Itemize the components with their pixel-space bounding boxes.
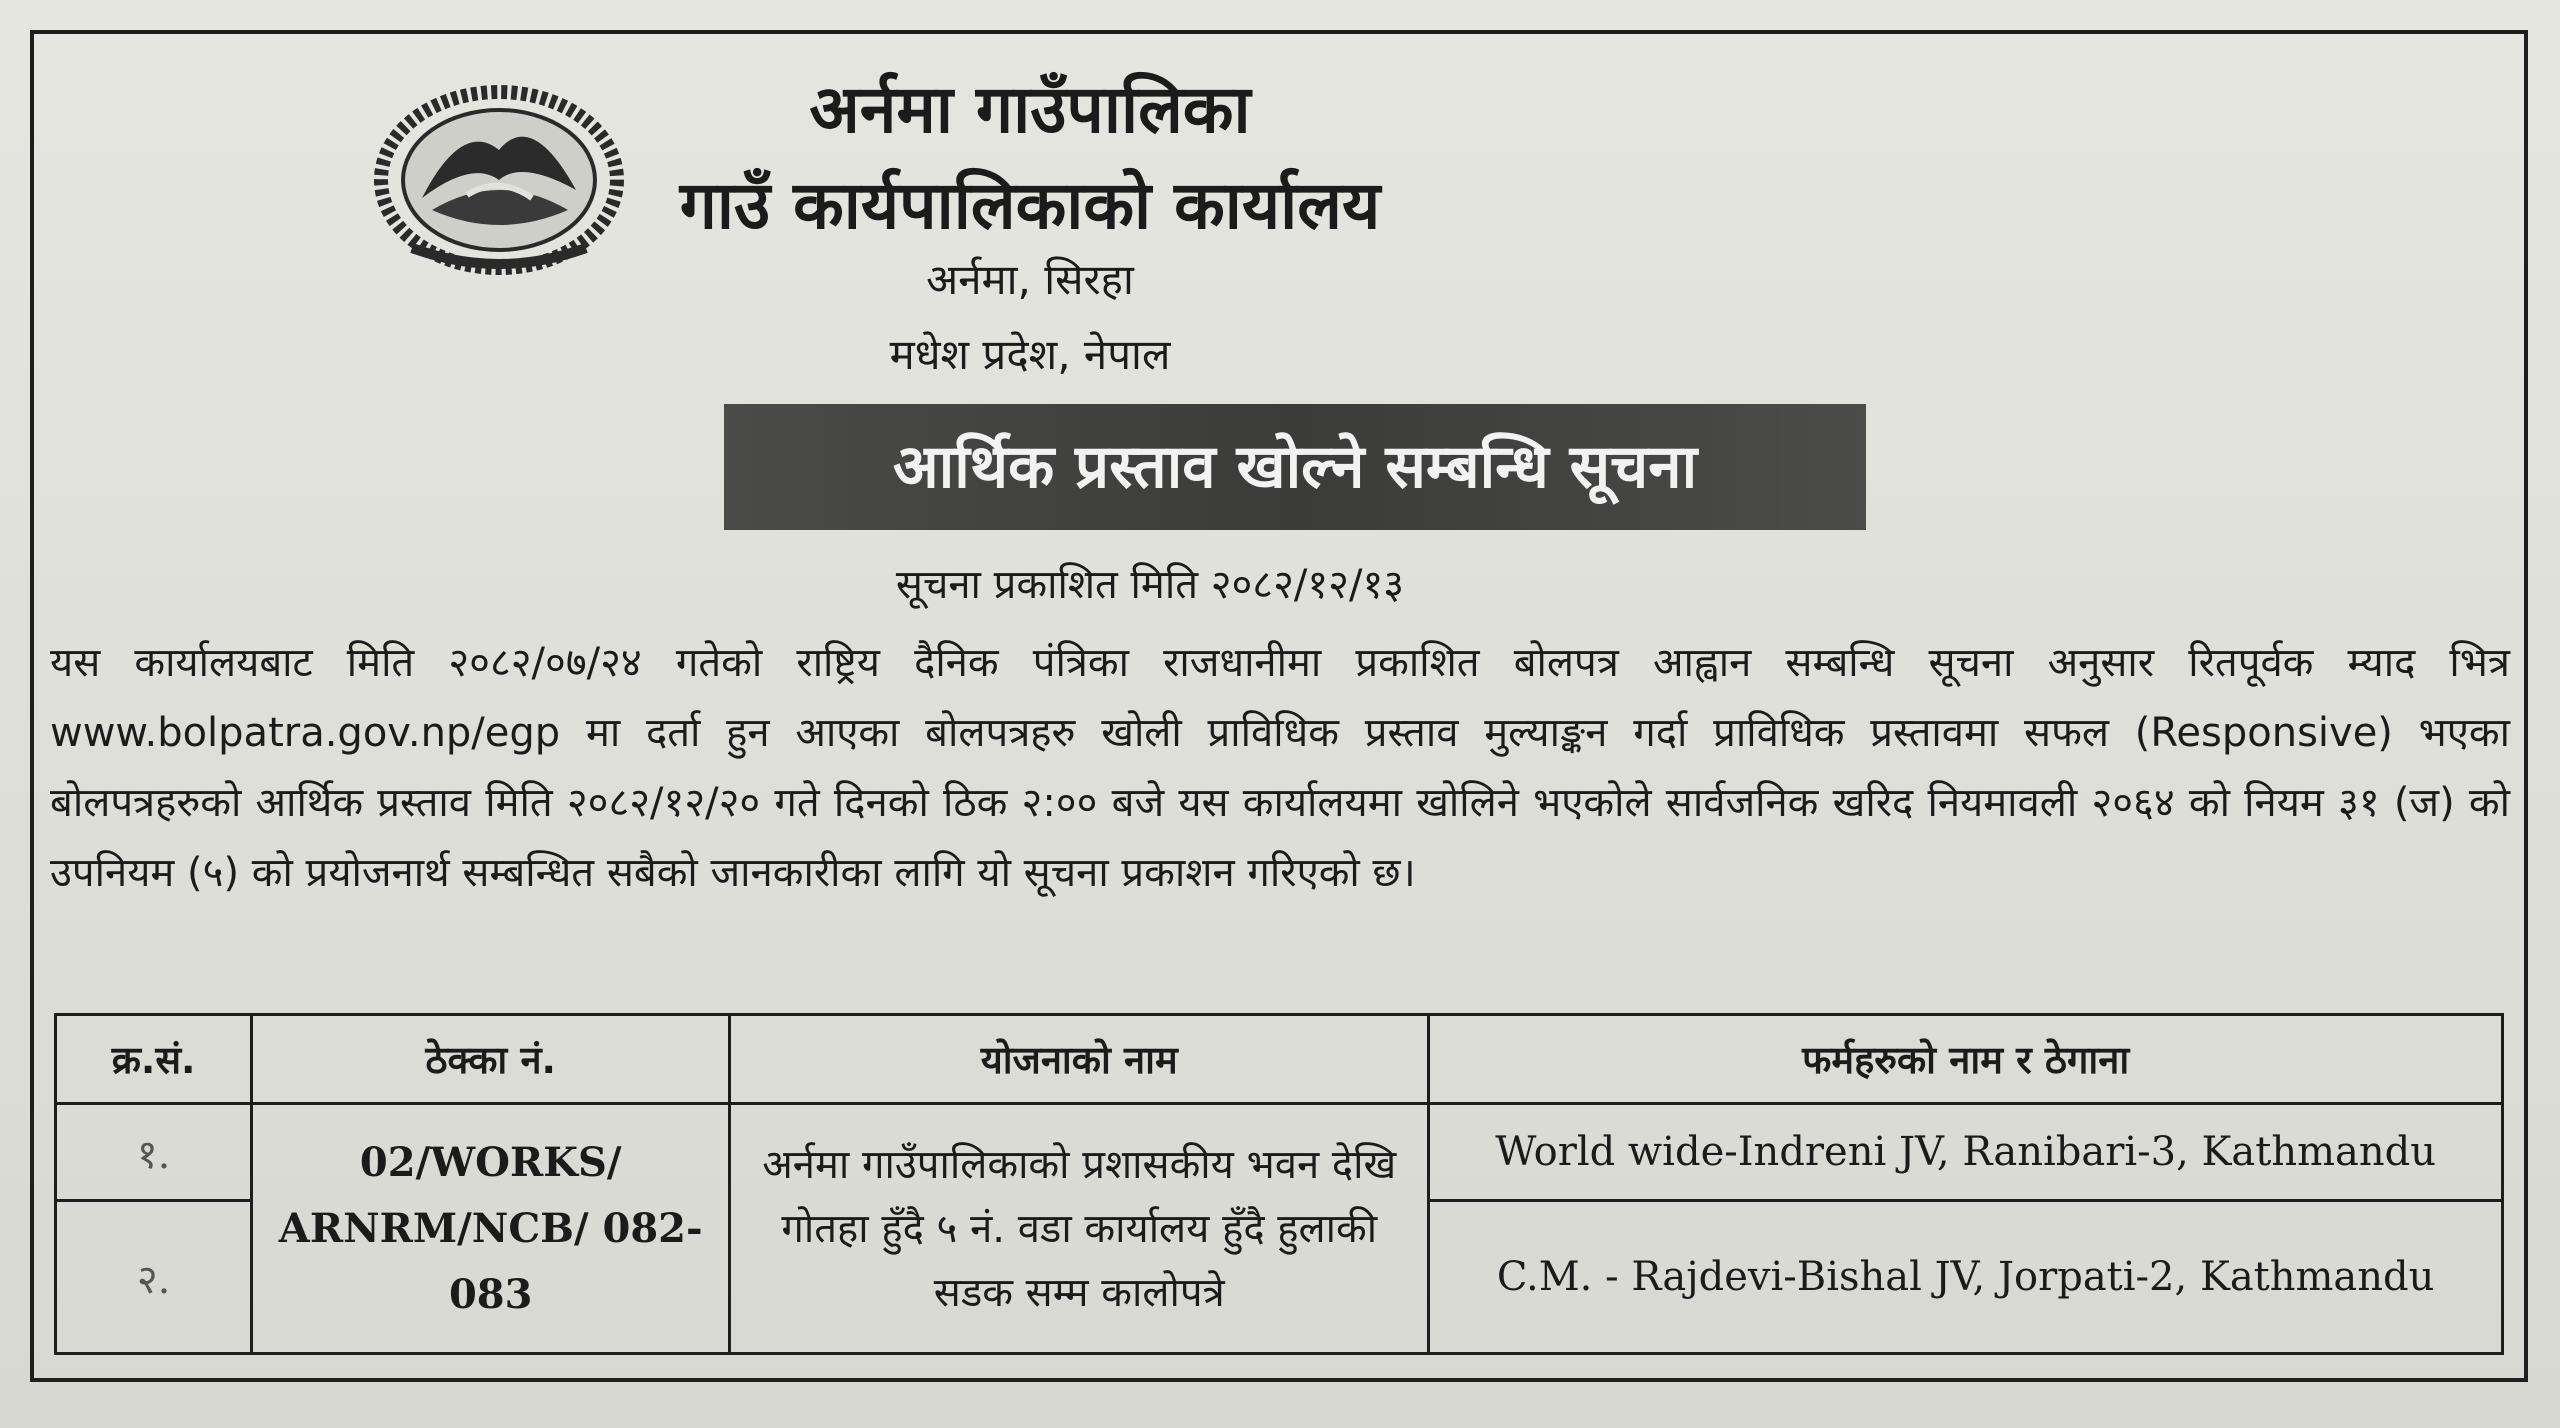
serial-cell: १. xyxy=(56,1104,252,1201)
contract-no-cell: 02/WORKS/ ARNRM/NCB/ 082-083 xyxy=(252,1104,730,1354)
project-name-cell: अर्नमा गाउँपालिकाको प्रशासकीय भवन देखि गोतहा हुँदै ५ नं. वडा कार्यालय हुँदै हुलाकी सडक सम्म कालोपत्रे xyxy=(730,1104,1429,1354)
bid-table xyxy=(54,1013,2504,1355)
header-contract-no: ठेक्का नं. xyxy=(252,1015,730,1104)
municipality-name: अर्नमा गाउँपालिका xyxy=(809,71,1251,148)
notice-title-banner: आर्थिक प्रस्ताव खोल्ने सम्बन्धि सूचना xyxy=(724,404,1866,530)
notice-body-paragraph: यस कार्यालयबाट मिति २०८२/०७/२४ गतेको राष्ट्रिय दैनिक पंत्रिका राजधानीमा प्रकाशित बोलपत्र आह्वान सम्बन्धि सूचना अनुसार रितपूर्वक म्याद भित्र www.bolpatra.gov.np/egp मा दर्ता हुन आएका बोलपत्रहरु खोली प्राविधिक प्रस्ताव मुल्याङ्कन गर्दा प्राविधिक प्रस्तावमा सफल (Responsive) भएका बोलपत्रहरुको आर्थिक प्रस्ताव मिति २०८२/१२/२० गते दिनको ठिक २:०० बजे यस कार्यालयमा खोलिने भएकोले सार्वजनिक खरिद नियमावली २०६४ को नियम ३१ (ज) को उपनियम (५) को प्रयोजनार्थ सम्बन्धित सबैको जानकारीका लागि यो सूचना प्रकाशन गरिएको छ। xyxy=(50,640,2510,896)
header-project-name: योजनाको नाम xyxy=(730,1015,1429,1104)
publication-date: सूचना प्रकाशित मिति २०८२/१२/१३ xyxy=(895,562,1405,608)
province-country: मधेश प्रदेश, नेपाल xyxy=(889,330,1171,379)
header-serial: क्र.सं. xyxy=(56,1015,252,1104)
firm-cell: C.M. - Rajdevi-Bishal JV, Jorpati-2, Kathmandu xyxy=(1429,1201,2503,1354)
table-header-row xyxy=(56,1015,2503,1104)
table-row xyxy=(56,1104,2503,1201)
serial-cell: २. xyxy=(56,1201,252,1354)
firm-cell: World wide-Indreni JV, Ranibari-3, Kathmandu xyxy=(1429,1104,2503,1201)
office-name: गाउँ कार्यपालिकाको कार्यालय xyxy=(679,167,1381,244)
header-firm-name-address: फर्महरुको नाम र ठेगाना xyxy=(1429,1015,2503,1104)
office-location: अर्नमा, सिरहा xyxy=(926,255,1134,304)
